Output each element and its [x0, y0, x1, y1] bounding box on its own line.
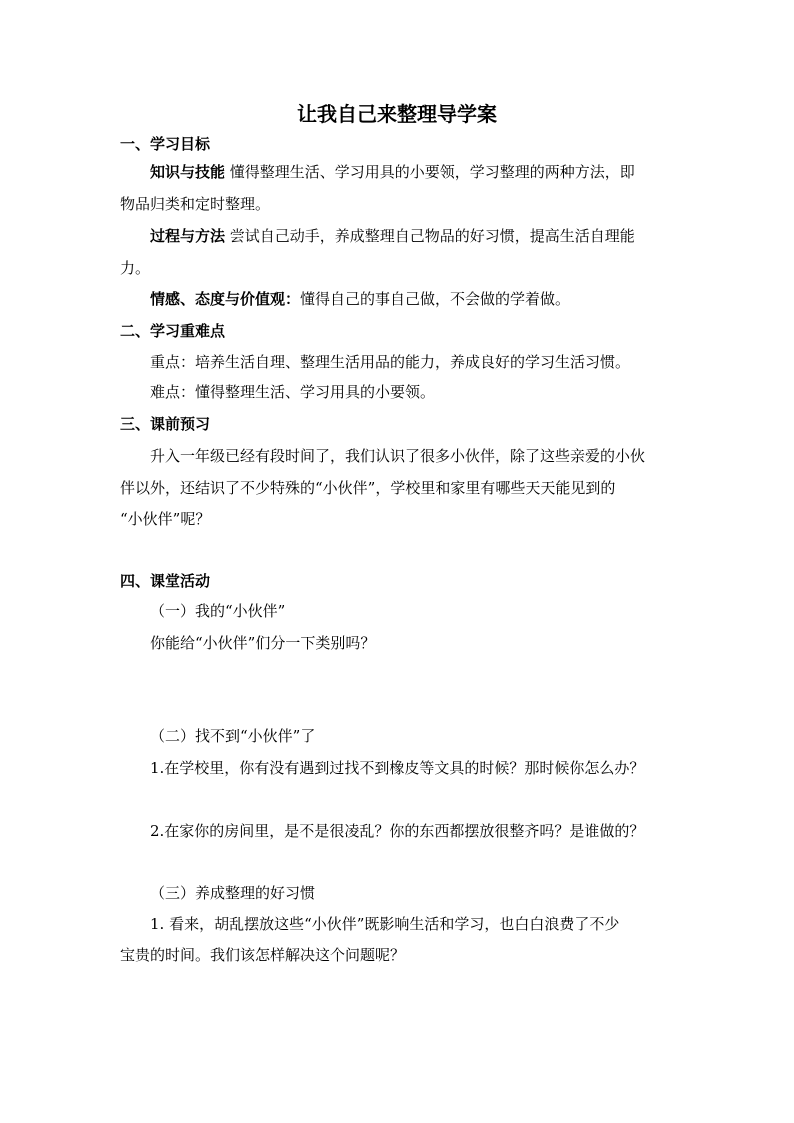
section-heading-objectives: 一、学习目标 [120, 135, 211, 153]
preview-text-1: 升入一年级已经有段时间了，我们认识了很多小伙伴，除了这些亲爱的小伙 [150, 447, 646, 465]
activity-part2-question-1: 1.在学校里，你有没有遇到过找不到橡皮等文具的时候？那时候你怎么办？ [150, 759, 645, 777]
process-text-2: 力。 [120, 259, 151, 277]
knowledge-text-1: 懂得整理生活、学习用具的小要领，学习整理的两种方法，即 [229, 163, 635, 181]
emotion-label: 情感、态度与价值观： [150, 290, 301, 308]
preview-text-2: 伴以外，还结识了不少特殊的“小伙伴”，学校里和家里有哪些天天能见到的 [120, 479, 616, 497]
knowledge-label: 知识与技能 [150, 163, 226, 181]
activity-part2-title: （二）找不到“小伙伴”了 [150, 727, 316, 745]
key-point-text: 重点：培养生活自理、整理生活用品的能力，养成良好的学习生活习惯。 [150, 353, 631, 371]
activity-part1-title: （一）我的“小伙伴” [150, 602, 286, 620]
process-text-1: 尝试自己动手，养成整理自己物品的好习惯，提高生活自理能 [229, 227, 635, 245]
knowledge-line-1 [150, 161, 635, 183]
preview-text-3: “小伙伴”呢？ [120, 510, 211, 528]
activity-part3-title: （三）养成整理的好习惯 [150, 884, 316, 902]
activity-part1-question: 你能给“小伙伴”们分一下类别吗？ [150, 634, 376, 652]
document-title: 让我自己来整理导学案 [297, 102, 497, 126]
activity-part2-question-2: 2.在家你的房间里，是不是很凌乱？你的东西都摆放很整齐吗？是谁做的？ [150, 822, 645, 840]
section-heading-activities: 四、课堂活动 [120, 572, 211, 590]
section-heading-key-points: 二、学习重难点 [120, 322, 226, 340]
emotion-line [150, 288, 570, 310]
process-line-1 [150, 225, 635, 247]
activity-part3-question-1b: 宝贵的时间。我们该怎样解决这个问题呢？ [120, 946, 406, 964]
knowledge-text-2: 物品归类和定时整理。 [120, 195, 271, 213]
section-heading-preview: 三、课前预习 [120, 415, 211, 433]
emotion-text: 懂得自己的事自己做，不会做的学着做。 [300, 290, 571, 308]
process-label: 过程与方法 [150, 227, 226, 245]
activity-part3-question-1a: 1. 看来，胡乱摆放这些“小伙伴”既影响生活和学习，也白白浪费了不少 [150, 915, 620, 933]
difficult-point-text: 难点：懂得整理生活、学习用具的小要领。 [150, 383, 436, 401]
